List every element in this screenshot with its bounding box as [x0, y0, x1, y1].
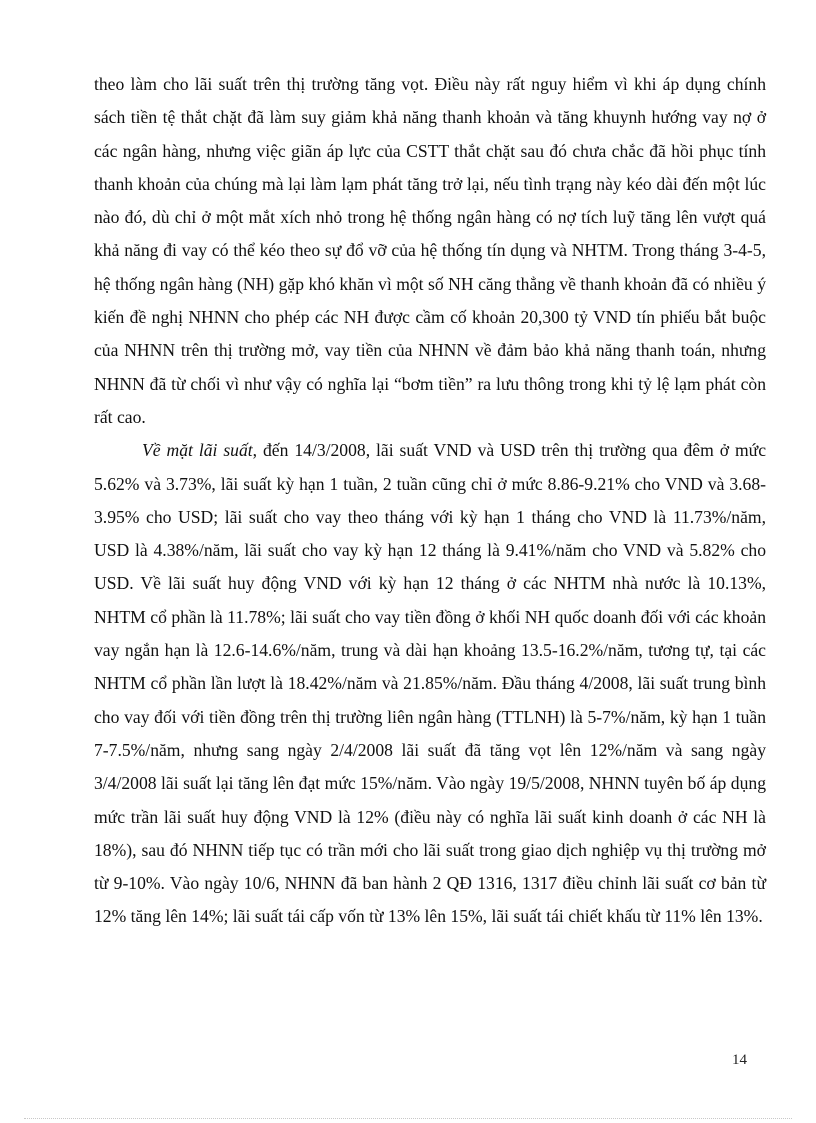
paragraph-liquidity: theo làm cho lãi suất trên thị trường tăng vọt. Điều này rất nguy hiểm vì khi áp dụng chính sách tiền tệ thắt chặt đã làm suy giảm khả năng thanh khoản và tăng khuynh hướng vay nợ ở các ngân hàng, nhưng việc giãn áp lực của CSTT thắt chặt sau đó chưa chắc đã hồi phục tính thanh khoản của chúng mà lại làm lạm phát tăng trở lại, nếu tình trạng này kéo dài đến một lúc nào đó, dù chỉ ở một mắt xích nhỏ trong hệ thống ngân hàng có nợ tích luỹ tăng lên vượt quá khả năng đi vay có thể kéo theo sự đổ vỡ của hệ thống tín dụng và NHTM. Trong tháng 3-4-5, hệ thống ngân hàng (NH) gặp khó khăn vì một số NH căng thẳng về thanh khoản đã có nhiều ý kiến đề nghị NHNN cho phép các NH được cầm cố khoản 20,300 tỷ VND tín phiếu bắt buộc của NHNN trên thị trường mở, vay tiền của NHNN về đảm bảo khả năng thanh toán, nhưng NHNN đã từ chối vì như vậy có nghĩa lại “bơm tiền” ra lưu thông trong khi tỷ lệ lạm phát còn rất cao.: [94, 74, 766, 427]
paragraph-lead-italic: Về mặt lãi suất: [142, 440, 253, 461]
paragraph-interest-body: , đến 14/3/2008, lãi suất VND và USD trên thị trường qua đêm ở mức 5.62% và 3.73%, lãi suất kỳ hạn 1 tuần, 2 tuần cũng chỉ ở mức 8.86-9.21% cho VND và 3.68-3.95% cho USD; lãi suất cho vay theo tháng với kỳ hạn 1 tháng cho VND là 11.73%/năm, USD là 4.38%/năm, lãi suất cho vay kỳ hạn 12 tháng là 9.41%/năm cho VND và 5.82% cho USD. Về lãi suất huy động VND với kỳ hạn 12 tháng ở các NHTM nhà nước là 10.13%, NHTM cổ phần là 11.78%; lãi suất cho vay tiền đồng ở khối NH quốc doanh đối với các khoản vay ngắn hạn là 12.6-14.6%/năm, trung và dài hạn khoảng 13.5-16.2%/năm, tương tự, tại các NHTM cổ phần lần lượt là 18.42%/năm và 21.85%/năm. Đầu tháng 4/2008, lãi suất trung bình cho vay đối với tiền đồng trên thị trường liên ngân hàng (TTLNH) là 5-7%/năm, kỳ hạn 1 tuần 7-7.5%/năm, nhưng sang ngày 2/4/2008 lãi suất đã tăng vọt lên 12%/năm và sang ngày 3/4/2008 lãi suất lại tăng lên đạt mức 15%/năm. Vào ngày 19/5/2008, NHNN tuyên bố áp dụng mức trần lãi suất huy động VND là 12% (điều này có nghĩa lãi suất kinh doanh ở các NH là 18%), sau đó NHNN tiếp tục có trần mới cho lãi suất trong giao dịch nghiệp vụ thị trường mở từ 9-10%. Vào ngày 10/6, NHNN đã ban hành 2 QĐ 1316, 1317 điều chỉnh lãi suất cơ bản từ 12% tăng lên 14%; lãi suất tái cấp vốn từ 13% lên 15%, lãi suất tái chiết khấu từ 11% lên 13%.: [94, 440, 767, 927]
body-text: [94, 68, 766, 934]
paragraph-interest-rates: [94, 434, 766, 933]
page-number: 14: [732, 1052, 747, 1068]
page-bottom-border: [24, 1118, 792, 1119]
